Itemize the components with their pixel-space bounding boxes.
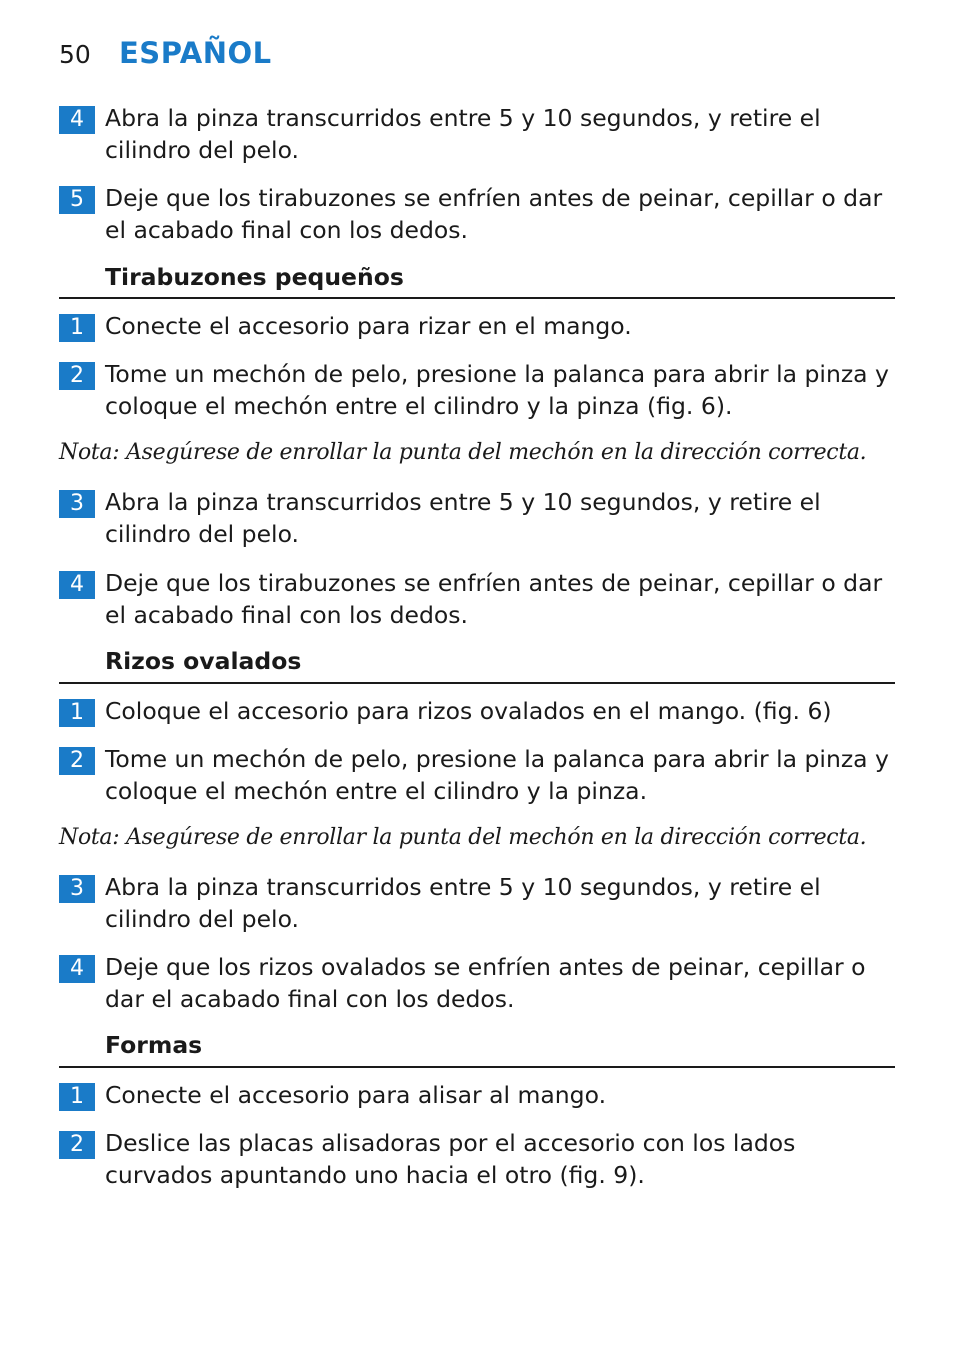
section-divider <box>59 297 895 299</box>
step-number-badge: 1 <box>59 1083 95 1111</box>
step-number-badge: 2 <box>59 747 95 775</box>
section-title: Formas <box>105 1031 203 1059</box>
step-number-badge: 3 <box>59 875 95 903</box>
step-number-badge: 2 <box>59 1131 95 1159</box>
step-text: Deje que los tirabuzones se enfríen antes de peinar, cepillar o dar el acabado final con los dedos. <box>105 184 883 244</box>
step-text: Conecte el accesorio para alisar al mango. <box>105 1081 607 1109</box>
step-number-badge: 4 <box>59 106 95 134</box>
step-number-badge: 5 <box>59 186 95 214</box>
step-number-badge: 2 <box>59 362 95 390</box>
step-text: Abra la pinza transcurridos entre 5 y 10 segundos, y retire el cilindro del pelo. <box>105 873 821 933</box>
step-text: Deje que los tirabuzones se enfríen antes de peinar, cepillar o dar el acabado final con los dedos. <box>105 569 883 629</box>
step-text: Abra la pinza transcurridos entre 5 y 10 segundos, y retire el cilindro del pelo. <box>105 488 821 548</box>
section-divider <box>59 682 895 684</box>
step-number-badge: 3 <box>59 490 95 518</box>
step-text: Deje que los rizos ovalados se enfríen antes de peinar, cepillar o dar el acabado final con los dedos. <box>105 953 866 1013</box>
page-number: 50 <box>59 40 91 69</box>
step-text: Tome un mechón de pelo, presione la palanca para abrir la pinza y coloque el mechón entre el cilindro y la pinza. <box>105 745 889 805</box>
note-text: Nota: Asegúrese de enrollar la punta del mechón en la dirección correcta. <box>59 825 867 850</box>
note-text: Nota: Asegúrese de enrollar la punta del mechón en la dirección correcta. <box>59 440 867 465</box>
section-title: Rizos ovalados <box>105 647 302 675</box>
step-number-badge: 4 <box>59 571 95 599</box>
step-text: Tome un mechón de pelo, presione la palanca para abrir la pinza y coloque el mechón entre el cilindro y la pinza (fig. 6). <box>105 360 889 420</box>
language-title: ESPAÑOL <box>119 36 272 70</box>
section-title: Tirabuzones pequeños <box>105 263 404 291</box>
section-divider <box>59 1066 895 1068</box>
step-text: Conecte el accesorio para rizar en el mango. <box>105 312 632 340</box>
step-number-badge: 1 <box>59 699 95 727</box>
step-number-badge: 4 <box>59 955 95 983</box>
step-text: Deslice las placas alisadoras por el accesorio con los lados curvados apuntando uno hacia el otro (fig. 9). <box>105 1129 796 1189</box>
step-text: Abra la pinza transcurridos entre 5 y 10 segundos, y retire el cilindro del pelo. <box>105 104 821 164</box>
step-text: Coloque el accesorio para rizos ovalados en el mango. (fig. 6) <box>105 697 832 725</box>
step-number-badge: 1 <box>59 314 95 342</box>
